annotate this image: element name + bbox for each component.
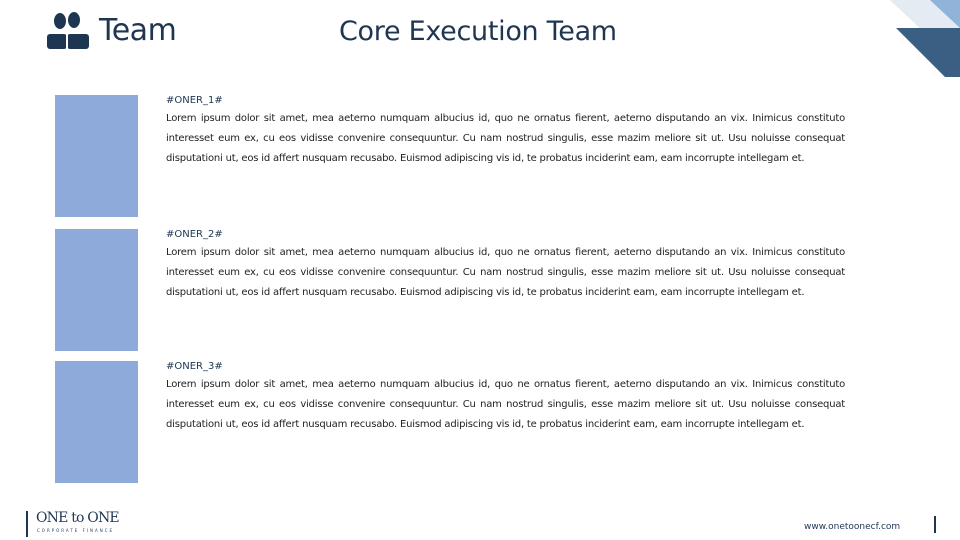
logo-divider <box>26 511 28 537</box>
member-photo-placeholder <box>55 229 138 351</box>
member-photo-placeholder <box>55 95 138 217</box>
logo-text: ONE to ONE <box>36 510 119 526</box>
team-member-3 <box>0 361 960 483</box>
member-bio: Lorem ipsum dolor sit amet, mea aeterno numquam albucius id, quo ne ornatus fierent, aeterno disputando an vix. Inimicus constituto interesset eum ex, cu eos vidisse convenire consequuntur. Cu nam nostrud singulis, esse mazim meliore sit ut. Usu noluisse consequat disputationi ut, eos id affert nusquam recusabo. Euismod adipiscing vis id, te probatus inciderint eam, eam incorrupte intellegam et. <box>166 113 845 164</box>
logo-subtext: CORPORATE FINANCE <box>37 528 115 533</box>
team-icon <box>45 12 91 52</box>
page-title: Core Execution Team <box>339 16 617 47</box>
company-logo <box>26 510 126 538</box>
website-link[interactable]: www.onetoonecf.com <box>804 522 901 532</box>
member-bio: Lorem ipsum dolor sit amet, mea aeterno numquam albucius id, quo ne ornatus fierent, aeterno disputando an vix. Inimicus constituto interesset eum ex, cu eos vidisse convenire consequuntur. Cu nam nostrud singulis, esse mazim meliore sit ut. Usu noluisse consequat disputationi ut, eos id affert nusquam recusabo. Euismod adipiscing vis id, te probatus inciderint eam, eam incorrupte intellegam et. <box>166 247 845 298</box>
member-bio: Lorem ipsum dolor sit amet, mea aeterno numquam albucius id, quo ne ornatus fierent, aeterno disputando an vix. Inimicus constituto interesset eum ex, cu eos vidisse convenire consequuntur. Cu nam nostrud singulis, esse mazim meliore sit ut. Usu noluisse consequat disputationi ut, eos id affert nusquam recusabo. Euismod adipiscing vis id, te probatus inciderint eam, eam incorrupte intellegam et. <box>166 379 845 430</box>
corner-decoration <box>860 0 960 80</box>
member-name: #ONER_2# <box>166 229 223 240</box>
team-member-2 <box>0 229 960 351</box>
member-name: #ONER_3# <box>166 361 223 372</box>
team-member-1 <box>0 95 960 217</box>
section-label: Team <box>99 13 177 48</box>
member-photo-placeholder <box>55 361 138 483</box>
footer-divider <box>934 516 936 533</box>
member-name: #ONER_1# <box>166 95 223 106</box>
